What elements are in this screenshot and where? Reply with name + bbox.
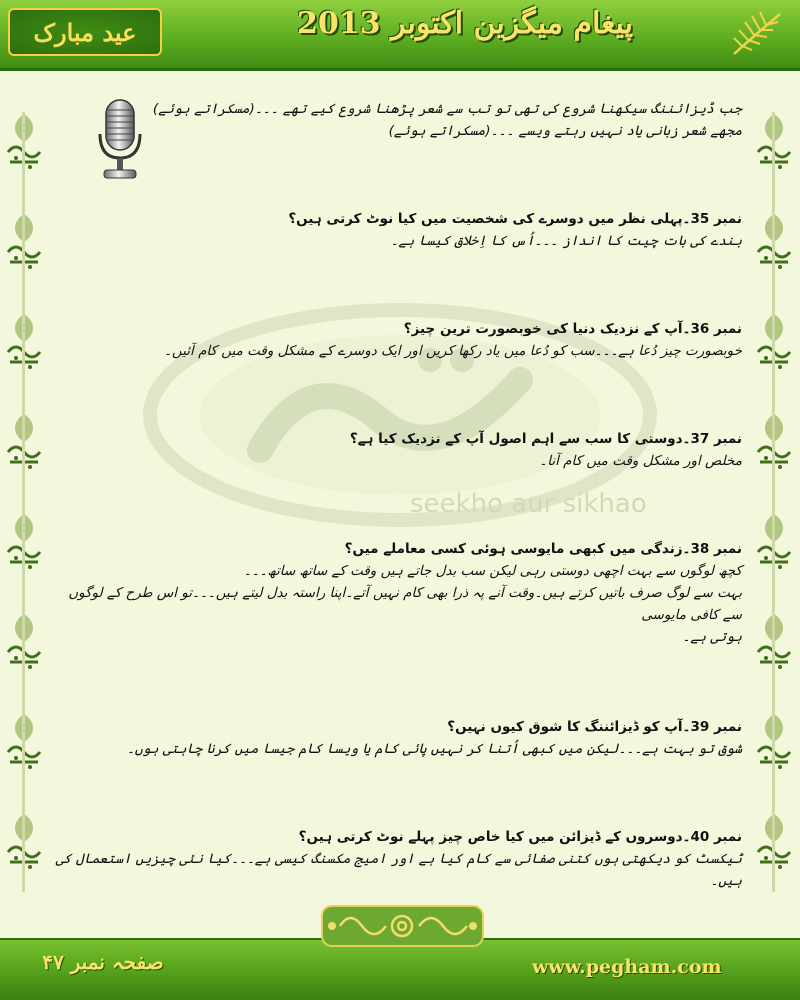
intro-line: مجھے شعر زبانی یاد نہیں رہتے ویسے ۔۔۔(مسکراتے ہوئے): [388, 123, 742, 139]
eid-mubarak-badge: عید مبارک: [8, 8, 162, 56]
qa-block: [50, 716, 742, 760]
qa-block: [50, 208, 742, 252]
question-text: نمبر 39۔آپ کو ڈیزائننگ کا شوق کیوں نہیں؟: [447, 719, 742, 735]
answer-text: مخلص اور مشکل وقت میں کام آنا۔: [539, 453, 742, 469]
left-ornament-border: [2, 112, 46, 892]
answer-text: شوق تو بہت ہے۔۔۔لیکن میں کبھی اُتنا کر نہیں پائی کام یا ویسا کام جیسا میں کرنا چاہتی ہوں۔: [126, 741, 742, 757]
svg-text:seekho aur sikhao: seekho aur sikhao: [410, 489, 647, 519]
question-text: نمبر 36۔آپ کے نزدیک دنیا کی خوبصورت ترین چیز؟: [403, 321, 742, 337]
magazine-title: پیغام میگزین اکتوبر 2013: [297, 6, 633, 41]
answer-text: ٹیکسٹ کو دیکھتی ہوں کتنی صفائی سے کام کیا ہے اور امیج مکسنگ کیسی ہے۔۔۔کیا نئی چیزیں استعمال کی ہیں۔: [55, 851, 742, 889]
answer-text: بہت سے لوگ صرف باتیں کرتے ہیں۔وقت آنے پہ ذرا بھی کام نہیں آتے۔اپنا راستہ بدل لیتے ہیں۔۔۔تو اس طرح کے لوگوں سے کافی مایوسی: [68, 585, 742, 623]
question-text: نمبر 37۔دوستی کا سب سے اہم اصول آپ کے نزدیک کیا ہے؟: [349, 431, 742, 447]
question-text: نمبر 38۔زندگی میں کبھی مایوسی ہوئی کسی معاملے میں؟: [344, 541, 742, 557]
qa-block: [50, 538, 742, 648]
answer-text: خوبصورت چیز دُعا ہے۔۔۔سب کو دُعا میں یاد رکھا کریں اور ایک دوسرے کے مشکل وقت میں کام آئیں۔: [164, 343, 742, 359]
right-ornament-border: [752, 112, 796, 892]
question-text: نمبر 35۔پہلی نظر میں دوسرے کی شخصیت میں کیا نوٹ کرتی ہیں؟: [288, 211, 742, 227]
qa-block: [50, 318, 742, 362]
footer-ornament-icon: [320, 900, 485, 952]
intro-line: جب ڈیزائننگ سیکھنا شروع کی تھی تو تب سے شعر پڑھنا شروع کیے تھے ۔۔۔(مسکراتے ہوئے): [152, 101, 742, 117]
answer-text: بندے کی بات چیت کا انداز ۔۔۔اُس کا اِخلاق کیسا ہے۔: [390, 233, 742, 249]
answer-text: ہوتی ہے۔: [682, 629, 742, 645]
question-text: نمبر 40۔دوسروں کے ڈیزائن میں کیا خاص چیز پہلے نوٹ کرتی ہیں؟: [298, 829, 742, 845]
qa-block: [50, 428, 742, 472]
palm-leaf-icon: [730, 8, 784, 58]
interview-content: [50, 96, 742, 896]
answer-text: کچھ لوگوں سے بہت اچھی دوستی رہی لیکن سب بدل جاتے ہیں وقت کے ساتھ ساتھ۔۔۔: [243, 563, 742, 579]
page-number: صفحہ نمبر ۴۷: [42, 950, 164, 974]
website-url: www.pegham.com: [532, 956, 722, 978]
qa-block: [50, 826, 742, 892]
header-banner: [0, 0, 800, 71]
intro-block: [50, 98, 742, 142]
